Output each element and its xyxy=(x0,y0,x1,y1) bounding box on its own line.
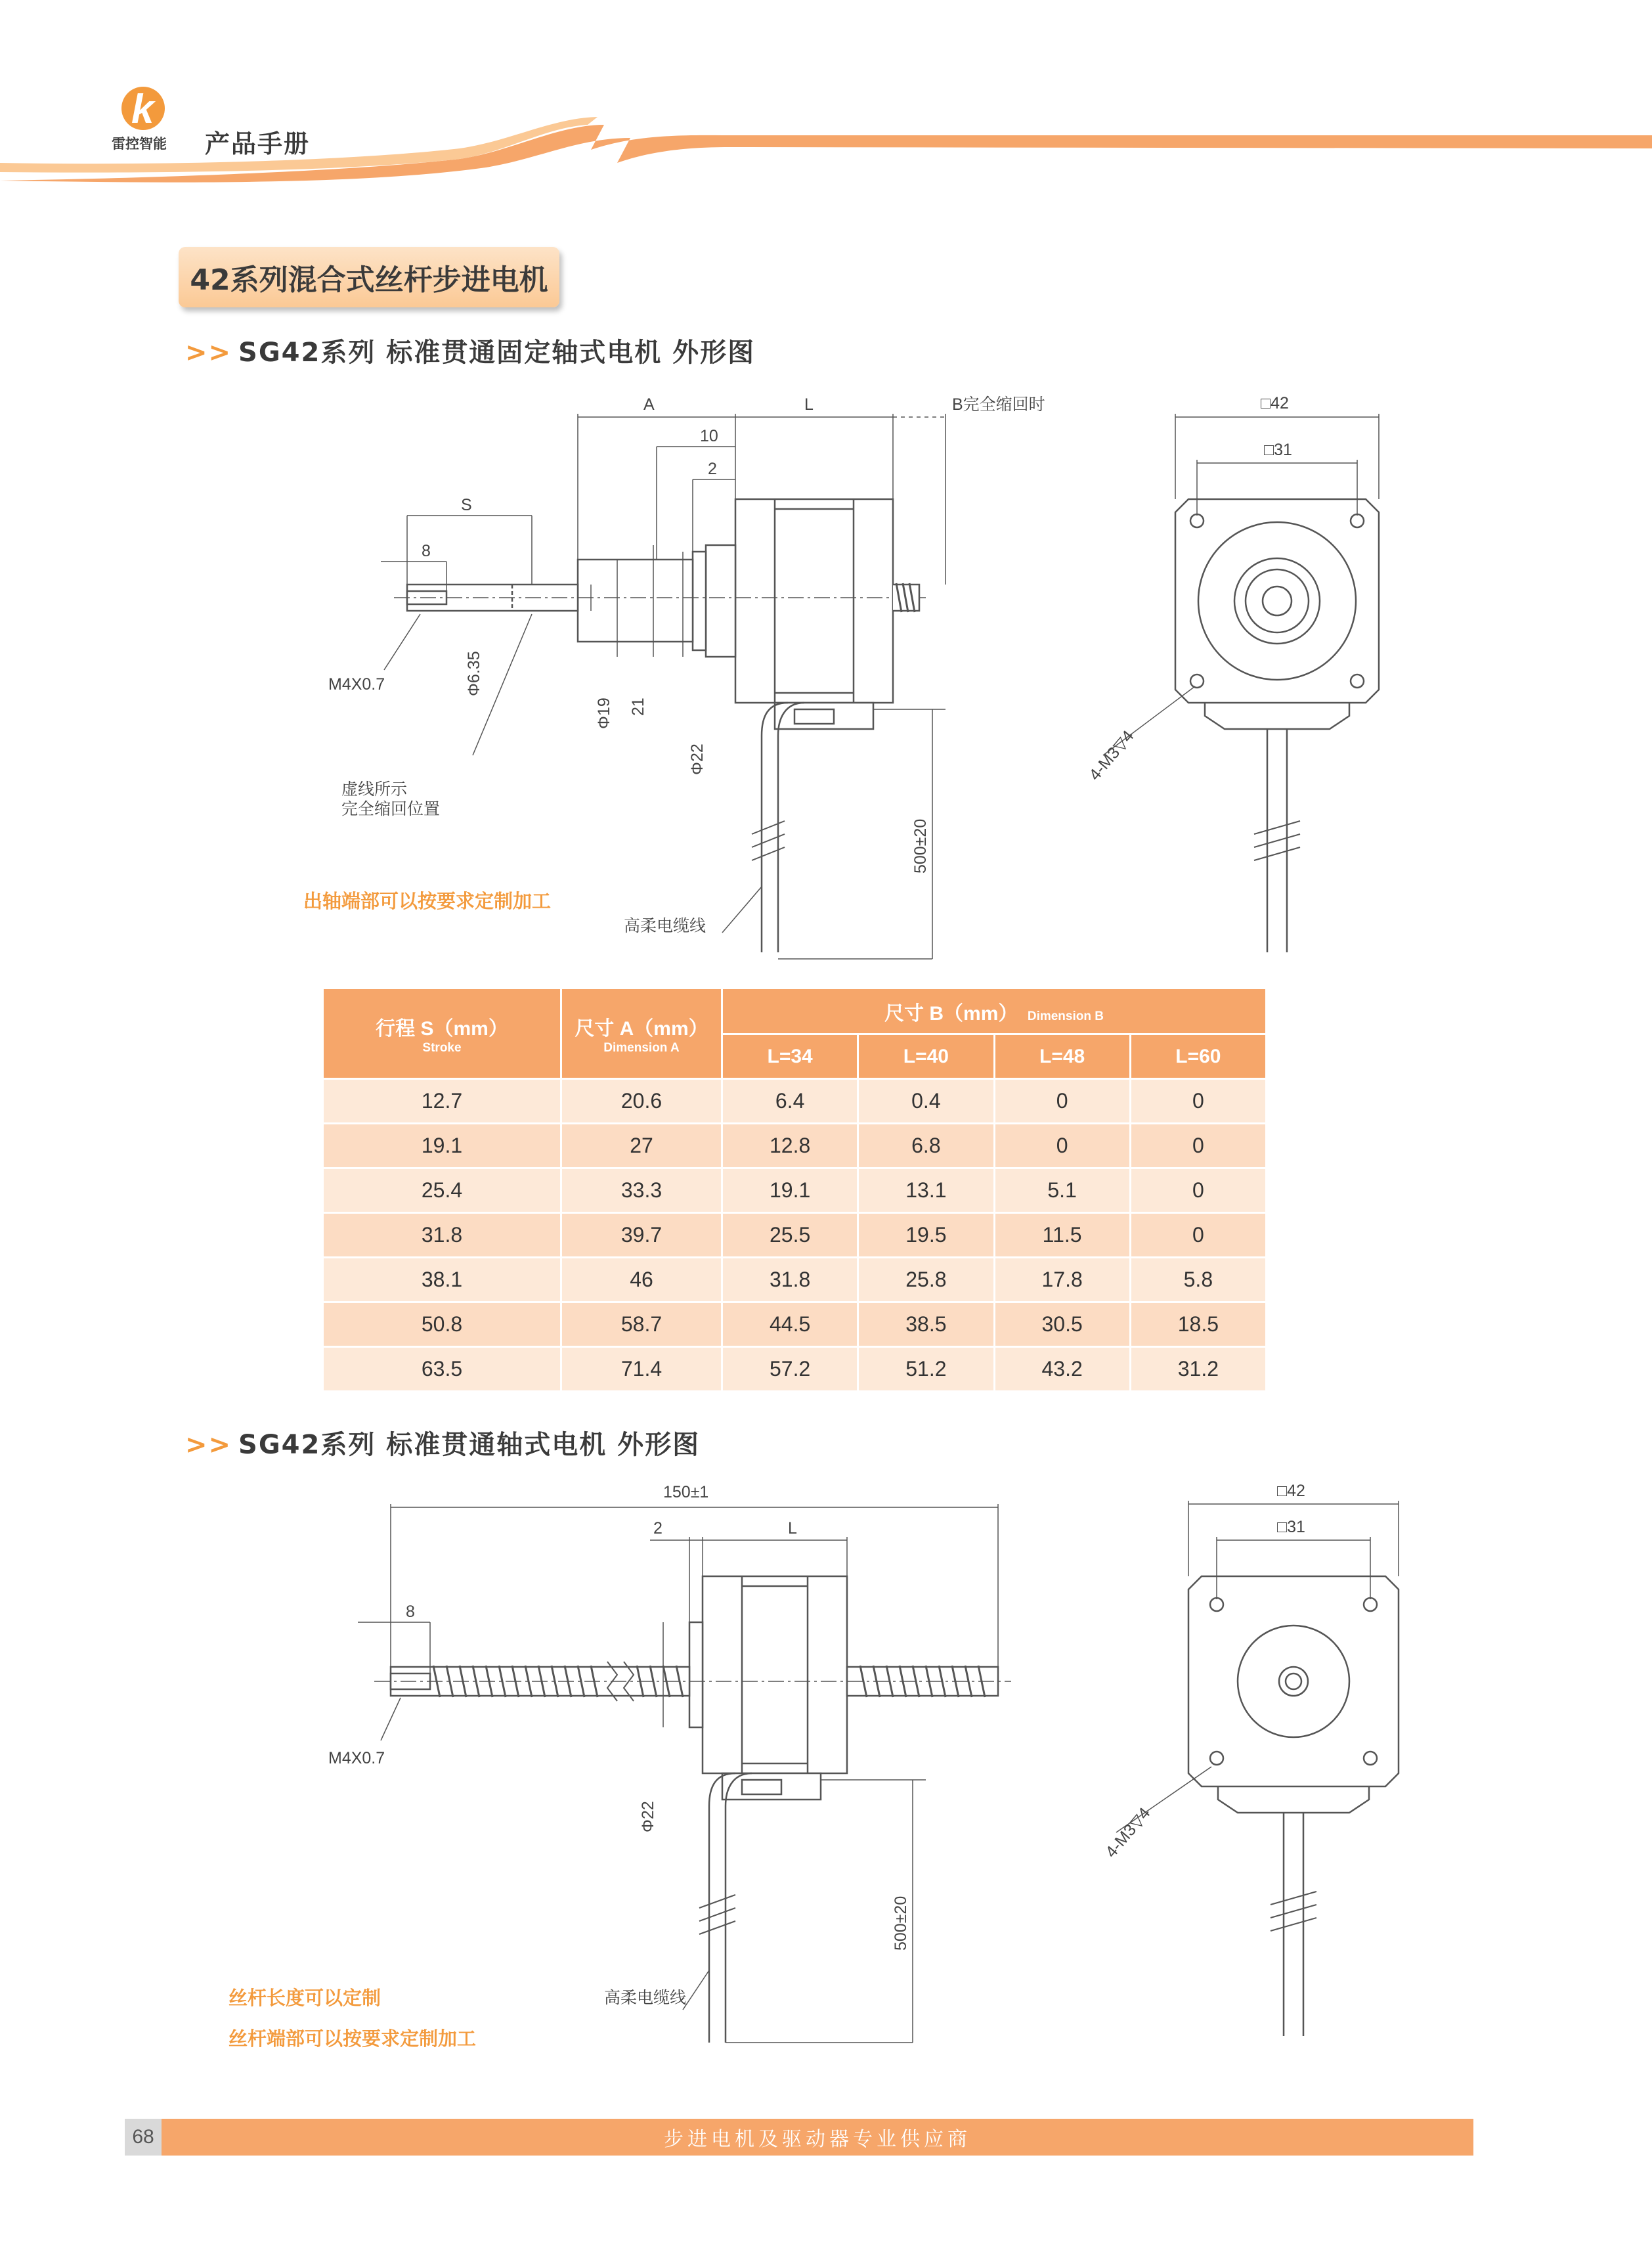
motor-body xyxy=(703,1576,847,1773)
dim-total: 150±1 xyxy=(663,1483,709,1501)
outer-tube xyxy=(578,560,693,642)
dim-phi19: Φ19 xyxy=(595,697,613,729)
drawing1-title: SG42系列 标准贯通固定轴式电机 外形图 xyxy=(238,338,756,368)
cell: 58.7 xyxy=(561,1302,722,1347)
cell: 43.2 xyxy=(994,1347,1130,1392)
cell: 20.6 xyxy=(561,1079,722,1124)
cell: 25.5 xyxy=(722,1213,858,1258)
cell: 25.4 xyxy=(323,1168,561,1213)
cell: 17.8 xyxy=(994,1258,1130,1302)
sub-header-l48: L=48 xyxy=(994,1034,1130,1079)
arrow-icon: >> xyxy=(185,1430,232,1460)
logo-text: 雷控智能 xyxy=(112,136,167,152)
table-row xyxy=(323,1124,1267,1168)
drawing2-heading xyxy=(185,1424,700,1461)
page-number: 68 xyxy=(125,2119,162,2156)
col-dim-b-header: 尺寸 B（mm） Dimension B xyxy=(722,988,1267,1034)
table-row xyxy=(323,1213,1267,1258)
dim-B: B完全缩回时 xyxy=(952,395,1045,414)
sub-header-l40: L=40 xyxy=(858,1034,994,1079)
table-row xyxy=(323,1168,1267,1213)
table-row xyxy=(323,1079,1267,1124)
table-row xyxy=(323,1258,1267,1302)
cell: 31.8 xyxy=(323,1213,561,1258)
cell: 38.5 xyxy=(858,1302,994,1347)
cell: 57.2 xyxy=(722,1347,858,1392)
cell: 0.4 xyxy=(858,1079,994,1124)
dashed-note-2: 完全缩回位置 xyxy=(341,799,441,818)
dim-2: 2 xyxy=(653,1519,663,1538)
sub-header-l60: L=60 xyxy=(1130,1034,1266,1079)
cell: 18.5 xyxy=(1130,1302,1266,1347)
drawing2-note-1: 丝杆长度可以定制 xyxy=(228,1987,381,2009)
cable-label: 高柔电缆线 xyxy=(624,916,706,935)
dimension-table xyxy=(322,987,1267,1392)
dim-phi22: Φ22 xyxy=(639,1801,657,1832)
cell: 0 xyxy=(994,1124,1130,1168)
cell: 46 xyxy=(561,1258,722,1302)
lead-screw-rear xyxy=(847,1667,998,1696)
cell: 63.5 xyxy=(323,1347,561,1392)
drawing2-side-view xyxy=(315,1471,1090,2062)
svg-text:k: k xyxy=(131,87,154,132)
arrow-icon: >> xyxy=(185,338,232,368)
cell: 0 xyxy=(1130,1079,1266,1124)
cell: 12.8 xyxy=(722,1124,858,1168)
dim-L: L xyxy=(788,1519,797,1538)
cell: 13.1 xyxy=(858,1168,994,1213)
cable-length: 500±20 xyxy=(892,1895,910,1951)
cell: 5.8 xyxy=(1130,1258,1266,1302)
drawing1-note: 出轴端部可以按要求定制加工 xyxy=(303,890,552,912)
table-row xyxy=(323,1347,1267,1392)
cell: 71.4 xyxy=(561,1347,722,1392)
footer-slogan: 步进电机及驱动器专业供应商 xyxy=(162,2119,1473,2156)
mounting-holes: 4-M3▽4 xyxy=(1102,1804,1154,1861)
cell: 19.1 xyxy=(722,1168,858,1213)
cell: 50.8 xyxy=(323,1302,561,1347)
dim-A: A xyxy=(643,395,655,414)
dim-8: 8 xyxy=(406,1603,415,1621)
thread-label: M4X0.7 xyxy=(328,675,385,694)
table-row xyxy=(323,1302,1267,1347)
drawing1-heading xyxy=(185,332,755,369)
cell: 6.4 xyxy=(722,1079,858,1124)
cell: 25.8 xyxy=(858,1258,994,1302)
end-view-sq42: □42 xyxy=(1261,394,1289,412)
cable-length: 500±20 xyxy=(911,818,930,874)
cell: 11.5 xyxy=(994,1213,1130,1258)
cell: 0 xyxy=(1130,1213,1266,1258)
cell: 38.1 xyxy=(323,1258,561,1302)
section-title: 42系列混合式丝杆步进电机 xyxy=(179,247,559,307)
cell: 5.1 xyxy=(994,1168,1130,1213)
dim-10: 10 xyxy=(700,427,718,445)
cell: 51.2 xyxy=(858,1347,994,1392)
cell: 31.2 xyxy=(1130,1347,1266,1392)
dim-S: S xyxy=(461,496,472,514)
dim-phi635: Φ6.35 xyxy=(465,651,483,696)
end-view-sq31: □31 xyxy=(1277,1518,1305,1536)
drawing2-title: SG42系列 标准贯通轴式电机 外形图 xyxy=(238,1430,701,1460)
dim-phi22: Φ22 xyxy=(688,743,706,775)
thread-label: M4X0.7 xyxy=(328,1749,385,1767)
cell: 44.5 xyxy=(722,1302,858,1347)
page-header-title: 产品手册 xyxy=(205,129,311,158)
cell: 33.3 xyxy=(561,1168,722,1213)
cell: 19.5 xyxy=(858,1213,994,1258)
sub-header-l34: L=34 xyxy=(722,1034,858,1079)
company-logo xyxy=(112,82,184,135)
drawing2-note-2: 丝杆端部可以按要求定制加工 xyxy=(228,2027,477,2050)
dashed-note-1: 虚线所示 xyxy=(341,780,408,799)
end-view-sq31: □31 xyxy=(1264,441,1292,459)
cell: 27 xyxy=(561,1124,722,1168)
col-dim-a-header: 尺寸 A（mm） Dimension A xyxy=(561,988,722,1079)
cell: 12.7 xyxy=(323,1079,561,1124)
cell: 19.1 xyxy=(323,1124,561,1168)
dim-L: L xyxy=(804,395,814,414)
cell: 39.7 xyxy=(561,1213,722,1258)
motor-body xyxy=(735,499,893,703)
cell: 0 xyxy=(994,1079,1130,1124)
cell: 0 xyxy=(1130,1124,1266,1168)
dim-8: 8 xyxy=(422,542,431,560)
cell: 0 xyxy=(1130,1168,1266,1213)
col-stroke-header: 行程 S（mm） Stroke xyxy=(323,988,561,1079)
drawing1-end-view xyxy=(1064,387,1405,979)
dim-2: 2 xyxy=(708,460,717,478)
end-view-sq42: □42 xyxy=(1277,1482,1305,1500)
cable-label: 高柔电缆线 xyxy=(604,1988,687,2007)
cell: 30.5 xyxy=(994,1302,1130,1347)
flange xyxy=(706,545,735,657)
cell: 31.8 xyxy=(722,1258,858,1302)
mounting-holes: 4-M3▽4 xyxy=(1085,726,1138,784)
dim-21: 21 xyxy=(629,697,647,716)
drawing2-end-view xyxy=(1083,1471,1425,2062)
cell: 6.8 xyxy=(858,1124,994,1168)
